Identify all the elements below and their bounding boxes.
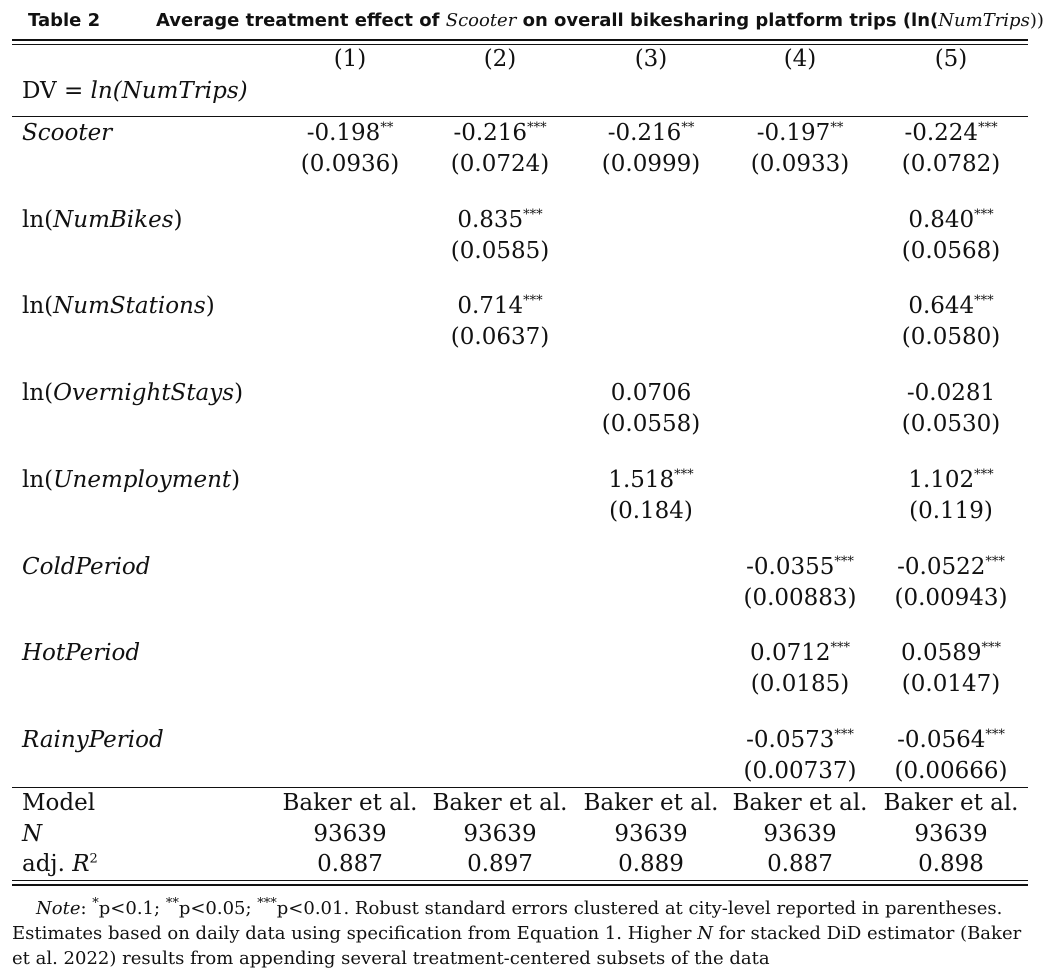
standard-error: (0.00883) [743, 584, 857, 611]
coefficient-value: 0.840 [908, 206, 975, 233]
row-label [22, 725, 164, 755]
footer-value: 0.898 [918, 851, 984, 877]
row-label-var: HotPeriod [22, 640, 141, 667]
coefficient-value: 0.0589 [901, 640, 982, 667]
coefficient-value: -0.0355 [746, 553, 835, 580]
note-text-1: p<0.1; [98, 898, 166, 919]
footer-value: 0.887 [317, 851, 383, 877]
standard-error: (0.00737) [743, 757, 857, 784]
footer-value: Baker et al. [583, 790, 719, 816]
footer-value: Baker et al. [432, 790, 568, 816]
header-rule [12, 116, 1028, 117]
coefficient-value: 1.102 [908, 466, 975, 493]
note-line-2: Estimates based on daily data using specification from Equation 1. Higher N for stacked DiD estimator (Baker [12, 923, 1022, 944]
standard-error: (0.0933) [750, 151, 850, 177]
footer-label [22, 849, 98, 879]
coefficient-cell [876, 118, 1026, 148]
footer-label [22, 819, 42, 849]
row-label-var: ColdPeriod [22, 553, 151, 580]
standard-error: (0.0558) [601, 411, 701, 438]
note-text-2: p<0.05; [178, 898, 258, 919]
caption-middle: on overall bikesharing platform trips (ln( [522, 10, 939, 31]
footer-value: Baker et al. [282, 790, 418, 816]
row-label-post: ) [231, 466, 241, 493]
footer-label-text: Model [22, 790, 96, 816]
significance-stars: *** [523, 293, 543, 309]
significance-stars: *** [674, 467, 694, 483]
row-label [22, 465, 240, 495]
row-label-var: RainyPeriod [22, 726, 164, 753]
standard-error: (0.0724) [450, 151, 550, 177]
standard-error: (0.0185) [750, 671, 850, 698]
significance-stars: *** [834, 727, 854, 743]
footer-value: 93639 [614, 820, 688, 847]
footer-value: Baker et al. [732, 790, 868, 816]
note-label: Note [36, 898, 81, 919]
r-symbol: R [72, 851, 90, 877]
coefficient-cell [425, 205, 575, 235]
caption-prefix: Average treatment effect of [156, 10, 440, 31]
coefficient-value: -0.198 [306, 120, 381, 146]
coefficient-value: -0.216 [453, 120, 528, 146]
row-label-post: ) [234, 380, 244, 407]
column-header: (5) [934, 46, 968, 72]
column-header: (1) [333, 46, 367, 72]
row-label [22, 378, 243, 408]
significance-stars: *** [981, 640, 1001, 656]
coefficient-cell [876, 378, 1026, 408]
standard-error: (0.0936) [300, 151, 400, 177]
standard-error: (0.0999) [601, 151, 701, 177]
coefficient-cell [725, 552, 875, 582]
coefficient-cell [876, 552, 1026, 582]
row-label-pre: ln( [22, 380, 54, 407]
coefficient-cell [876, 465, 1026, 495]
standard-error: (0.00666) [894, 757, 1008, 784]
coefficient-cell [576, 378, 726, 408]
significance-stars: *** [830, 640, 850, 656]
dv-label-text: DV = [22, 78, 91, 104]
row-label-pre: ln( [22, 466, 54, 493]
significance-stars: *** [974, 293, 994, 309]
caption-suffix: )) [1029, 10, 1044, 31]
coefficient-value: 0.714 [457, 293, 524, 320]
caption-var: Scooter [445, 10, 517, 31]
coefficient-value: -0.0522 [897, 553, 986, 580]
standard-error: (0.0530) [901, 411, 1001, 438]
footer-value: 93639 [313, 820, 387, 847]
row-label [22, 205, 183, 235]
standard-error: (0.0568) [901, 237, 1001, 264]
coefficient-value: 1.518 [608, 466, 675, 493]
coefficient-value: 0.644 [908, 293, 975, 320]
standard-error: (0.0782) [901, 151, 1001, 177]
footer-value: 93639 [914, 820, 988, 847]
coefficient-cell [576, 465, 726, 495]
footer-label-text: N [22, 820, 43, 847]
row-label [22, 552, 151, 582]
standard-error: (0.0147) [901, 671, 1001, 698]
coefficient-cell [725, 118, 875, 148]
coefficient-value: 0.835 [457, 206, 524, 233]
coefficient-cell [425, 118, 575, 148]
significance-stars: *** [985, 727, 1005, 743]
bottom-rule-2 [12, 884, 1028, 886]
note-n-symbol: N [697, 923, 713, 944]
significance-stars: *** [527, 120, 547, 136]
coefficient-value: -0.0573 [746, 726, 835, 753]
standard-error: (0.119) [909, 497, 993, 524]
significance-stars: ** [380, 120, 394, 136]
standard-error: (0.0580) [901, 324, 1001, 351]
coefficient-cell [576, 118, 726, 148]
note-star-2: ** [165, 896, 179, 911]
table-caption [28, 6, 1044, 36]
table-number: Table 2 [28, 10, 101, 31]
significance-stars: ** [681, 120, 695, 136]
standard-error: (0.0585) [450, 237, 550, 264]
significance-stars: *** [523, 207, 543, 223]
coefficient-cell [876, 638, 1026, 668]
footer-value: 0.887 [767, 851, 833, 877]
row-label-pre: ln( [22, 206, 54, 233]
coefficient-value: -0.216 [607, 120, 682, 146]
bottom-rule-1 [12, 880, 1028, 881]
row-label-var: Scooter [22, 120, 113, 146]
coefficient-cell [725, 725, 875, 755]
note-star-3: *** [257, 896, 277, 911]
note-line-3: et al. 2022) results from appending several treatment-centered subsets of the data [12, 948, 770, 969]
coefficient-value: -0.197 [756, 120, 831, 146]
row-label-post: ) [173, 206, 183, 233]
table-note [12, 896, 1048, 971]
standard-error: (0.00943) [894, 584, 1008, 611]
significance-stars: *** [974, 467, 994, 483]
row-label [22, 291, 215, 321]
coefficient-value: -0.224 [904, 120, 979, 146]
coefficient-cell [275, 118, 425, 148]
coefficient-value: 0.0706 [610, 380, 692, 407]
significance-stars: *** [978, 120, 998, 136]
row-label [22, 118, 112, 148]
row-label-var: NumBikes [53, 206, 174, 233]
footer-label-sup: 2 [89, 851, 98, 867]
footer-value: 0.897 [467, 851, 533, 877]
note-text-3: p<0.01. Robust standard errors clustered at city-level reported in parentheses. [276, 898, 1003, 919]
dv-label [22, 76, 248, 106]
coefficient-cell [876, 291, 1026, 321]
top-rule-1 [12, 39, 1028, 41]
significance-stars: *** [834, 553, 854, 569]
dv-variable: ln(NumTrips) [90, 78, 248, 104]
column-header: (2) [483, 46, 517, 72]
caption-dv: NumTrips [938, 10, 1030, 31]
coefficient-value: -0.0281 [906, 380, 996, 407]
row-label-post: ) [205, 293, 215, 320]
column-header: (3) [634, 46, 668, 72]
significance-stars: *** [974, 207, 994, 223]
note-line-1: Note: *p<0.1; **p<0.05; ***p<0.01. Robust standard errors clustered at city-level reported in parentheses. [36, 896, 1003, 919]
significance-stars: *** [985, 553, 1005, 569]
coefficient-cell [876, 205, 1026, 235]
standard-error: (0.184) [609, 497, 693, 524]
row-label-var: NumStations [53, 293, 206, 320]
row-label-var: OvernightStays [53, 380, 235, 407]
footer-label [22, 788, 95, 818]
coefficient-value: -0.0564 [897, 726, 986, 753]
row-label-pre: ln( [22, 293, 54, 320]
note-star-1: * [92, 896, 99, 911]
coefficient-cell [425, 291, 575, 321]
row-label-var: Unemployment [53, 466, 232, 493]
significance-stars: ** [830, 120, 844, 136]
footer-label-text: adj. R [22, 851, 90, 877]
footer-value: 0.889 [618, 851, 684, 877]
coefficient-value: 0.0712 [750, 640, 831, 667]
footer-value: 93639 [763, 820, 837, 847]
column-header: (4) [783, 46, 817, 72]
footer-value: Baker et al. [883, 790, 1019, 816]
row-label [22, 638, 140, 668]
coefficient-cell [725, 638, 875, 668]
footer-value: 93639 [463, 820, 537, 847]
standard-error: (0.0637) [450, 324, 550, 351]
coefficient-cell [876, 725, 1026, 755]
